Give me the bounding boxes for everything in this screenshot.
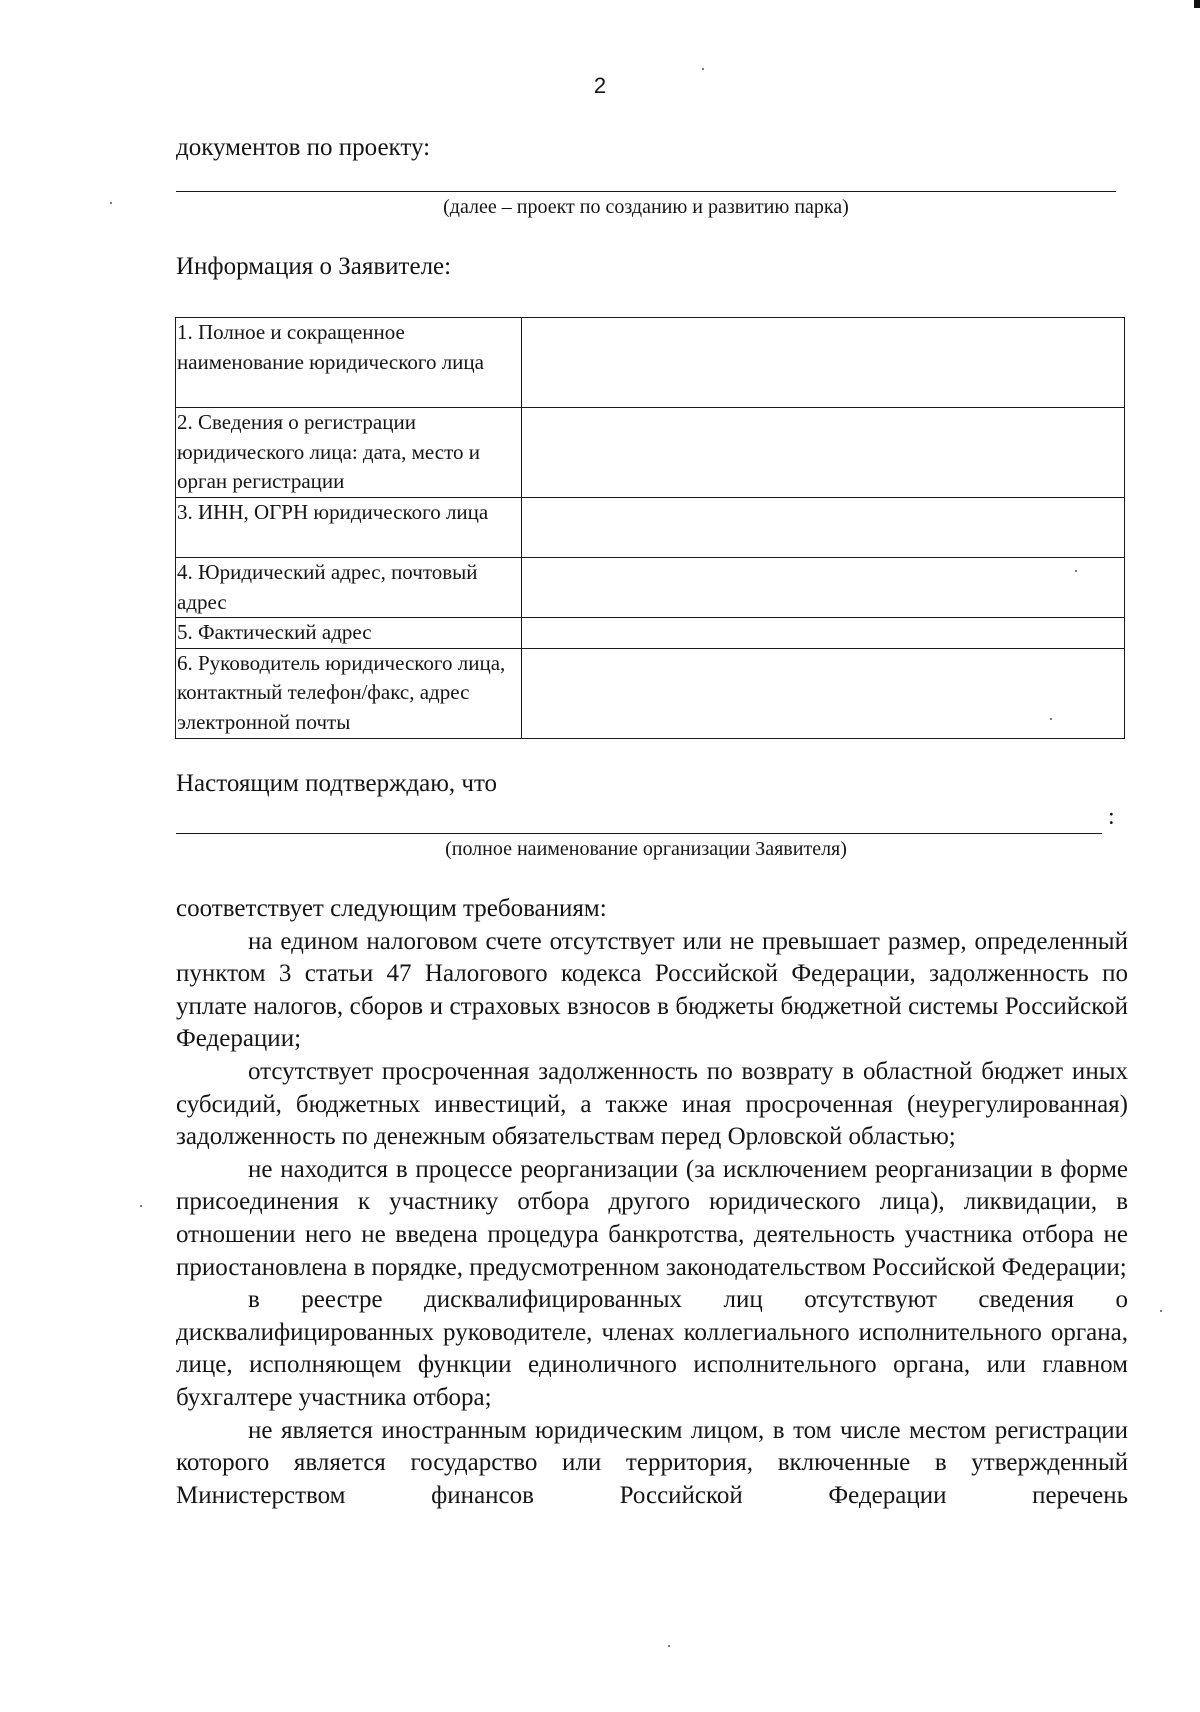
scan-speck [1160,1310,1162,1312]
table-row [176,408,1125,498]
org-caption: (полное наименование организации Заявителя) [445,838,847,860]
row-value [522,498,1125,558]
scan-speck [668,1645,670,1647]
requirement-paragraph: на едином налоговом счете отсутствует или не превышает размер, определенный пунктом 3 статьи 47 Налогового кодекса Российской Федерации, задолженность по уплате налогов, сборов и страховых взносов в бюджеты бюджетной системы Российской Федерации; [176,927,1128,1053]
table-row [176,648,1125,738]
requirement-paragraph: в реестре дисквалифицированных лиц отсутствуют сведения о дисквалифицированных руководителе, членах коллегиального исполнительного органа, лице, исполняющем функции единоличного исполнительного органа, или главном бухгалтере участника отбора; [176,1286,1128,1411]
confirm-line: Настоящим подтверждаю, что [176,770,498,797]
requirements-intro: соответствует следующим требованиям: [176,895,607,922]
table-row [176,318,1125,408]
project-name-fill-line [176,191,1116,192]
table-row [176,498,1125,558]
table-row [176,618,1125,649]
header-line: документов по проекту: [176,134,431,161]
scan-speck [110,202,112,204]
row-value [522,618,1125,649]
scan-speck [1075,570,1077,572]
row-label: 1. Полное и сокращенное наименование юридического лица [176,318,522,408]
org-name-fill-line [176,833,1102,834]
scan-speck [1050,718,1052,720]
scan-speck [702,68,704,70]
table-row [176,558,1125,618]
row-label: 5. Фактический адрес [176,618,522,649]
row-value [522,648,1125,738]
requirement-paragraph: не является иностранным юридическим лицом, в том числе местом регистрации которого является государство или территория, включенные в утвержденный Министерством финансов Российской Федерации перечень [176,1416,1128,1509]
row-value [522,558,1125,618]
requirements-section [176,893,1128,1512]
row-value [522,408,1125,498]
requirement-paragraph: отсутствует просроченная задолженность по возврату в областной бюджет иных субсидий, бюджетных инвестиций, а также иная просроченная (неурегулированная) задолженность по денежным обязательствам перед Орловской областью; [176,1057,1128,1151]
row-label: 3. ИНН, ОГРН юридического лица [176,498,522,558]
requirement-paragraph: не находится в процессе реорганизации (за исключением реорганизации в форме присоединения к участнику отбора другого юридического лица), ликвидации, в отношении него не введена процедура банкротства, деятельность участника отбора не приостановлена в порядке, предусмотренном законодательством Российской Федерации; [176,1155,1128,1281]
scan-edge-mark [1194,0,1200,8]
row-value [522,318,1125,408]
confirm-colon: : [1108,804,1115,830]
applicant-info-table [175,317,1125,739]
page-number: 2 [593,73,607,98]
scan-speck [140,1205,142,1207]
row-label: 6. Руководитель юридического лица, контактный телефон/факс, адрес электронной почты [176,648,522,738]
applicant-heading: Информация о Заявителе: [176,253,452,280]
row-label: 4. Юридический адрес, почтовый адрес [176,558,522,618]
row-label: 2. Сведения о регистрации юридического лица: дата, место и орган регистрации [176,408,522,498]
project-caption: (далее – проект по созданию и развитию парка) [443,196,849,218]
